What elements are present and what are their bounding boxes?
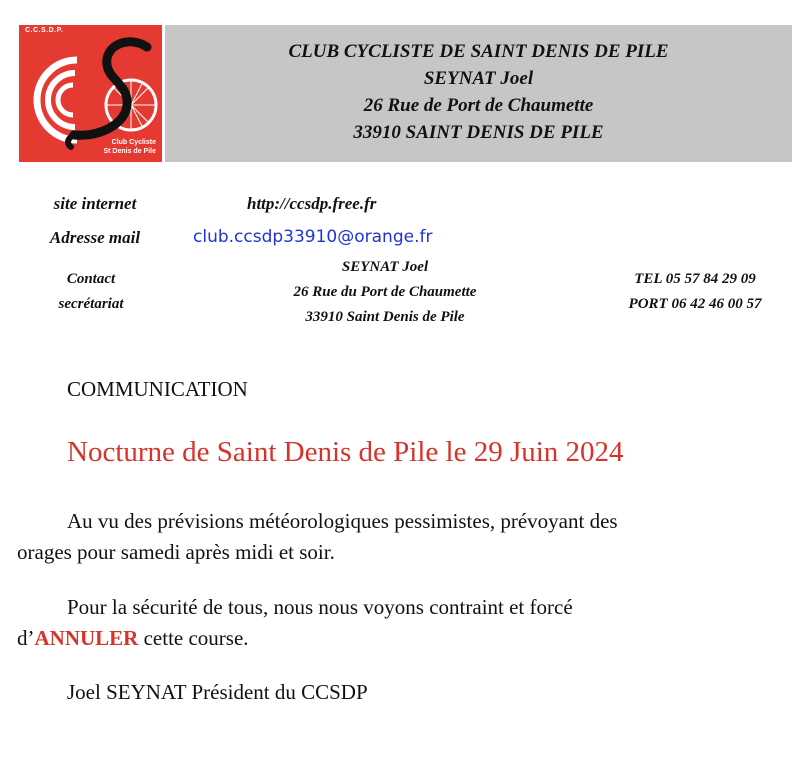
club-city: 33910 SAINT DENIS DE PILE xyxy=(353,122,604,143)
logo-sub-line-2: St Denis de Pile xyxy=(103,148,156,155)
paragraph-forecast-line-1: Au vu des prévisions météorologiques pessimistes, prévoyant des xyxy=(67,509,618,533)
event-headline: Nocturne de Saint Denis de Pile le 29 Juin 2024 xyxy=(67,436,624,468)
tel-number: TEL 05 57 84 29 09 xyxy=(634,271,756,287)
club-logo xyxy=(19,25,162,162)
club-name: CLUB CYCLISTE DE SAINT DENIS DE PILE xyxy=(288,41,669,62)
mail-label: Adresse mail xyxy=(49,228,141,247)
signature: Joel SEYNAT Président du CCSDP xyxy=(67,680,368,704)
contact-label-2: secrétariat xyxy=(58,296,124,312)
site-link[interactable]: http://ccsdp.free.fr xyxy=(247,194,377,213)
club-street: 26 Rue de Port de Chaumette xyxy=(363,95,594,116)
logo-top-text: C.C.S.D.P. xyxy=(25,27,64,34)
logo-subtitle xyxy=(103,138,156,156)
paragraph-cancel-suffix: cette course. xyxy=(138,626,249,650)
site-label: site internet xyxy=(53,194,137,213)
president-name: SEYNAT Joel xyxy=(423,68,534,89)
cancel-emphasis: ANNULER xyxy=(34,626,139,650)
logo-sub-line-1: Club Cycliste xyxy=(111,139,156,146)
contact-label-1: Contact xyxy=(66,271,116,287)
port-number: PORT 06 42 46 00 57 xyxy=(628,296,762,312)
letterhead-banner xyxy=(165,25,792,162)
mail-link[interactable]: club.ccsdp33910@orange.fr xyxy=(193,227,433,247)
communication-heading: COMMUNICATION xyxy=(67,377,248,401)
paragraph-cancel xyxy=(17,592,787,654)
contact-street: 26 Rue du Port de Chaumette xyxy=(293,284,477,300)
paragraph-cancel-line-1: Pour la sécurité de tous, nous nous voyons contraint et forcé xyxy=(67,595,573,619)
paragraph-cancel-prefix: d’ xyxy=(17,626,35,650)
contact-city: 33910 Saint Denis de Pile xyxy=(305,309,465,325)
paragraph-forecast xyxy=(17,506,787,568)
contact-name: SEYNAT Joel xyxy=(341,259,429,275)
paragraph-forecast-line-2: orages pour samedi après midi et soir. xyxy=(17,540,335,564)
